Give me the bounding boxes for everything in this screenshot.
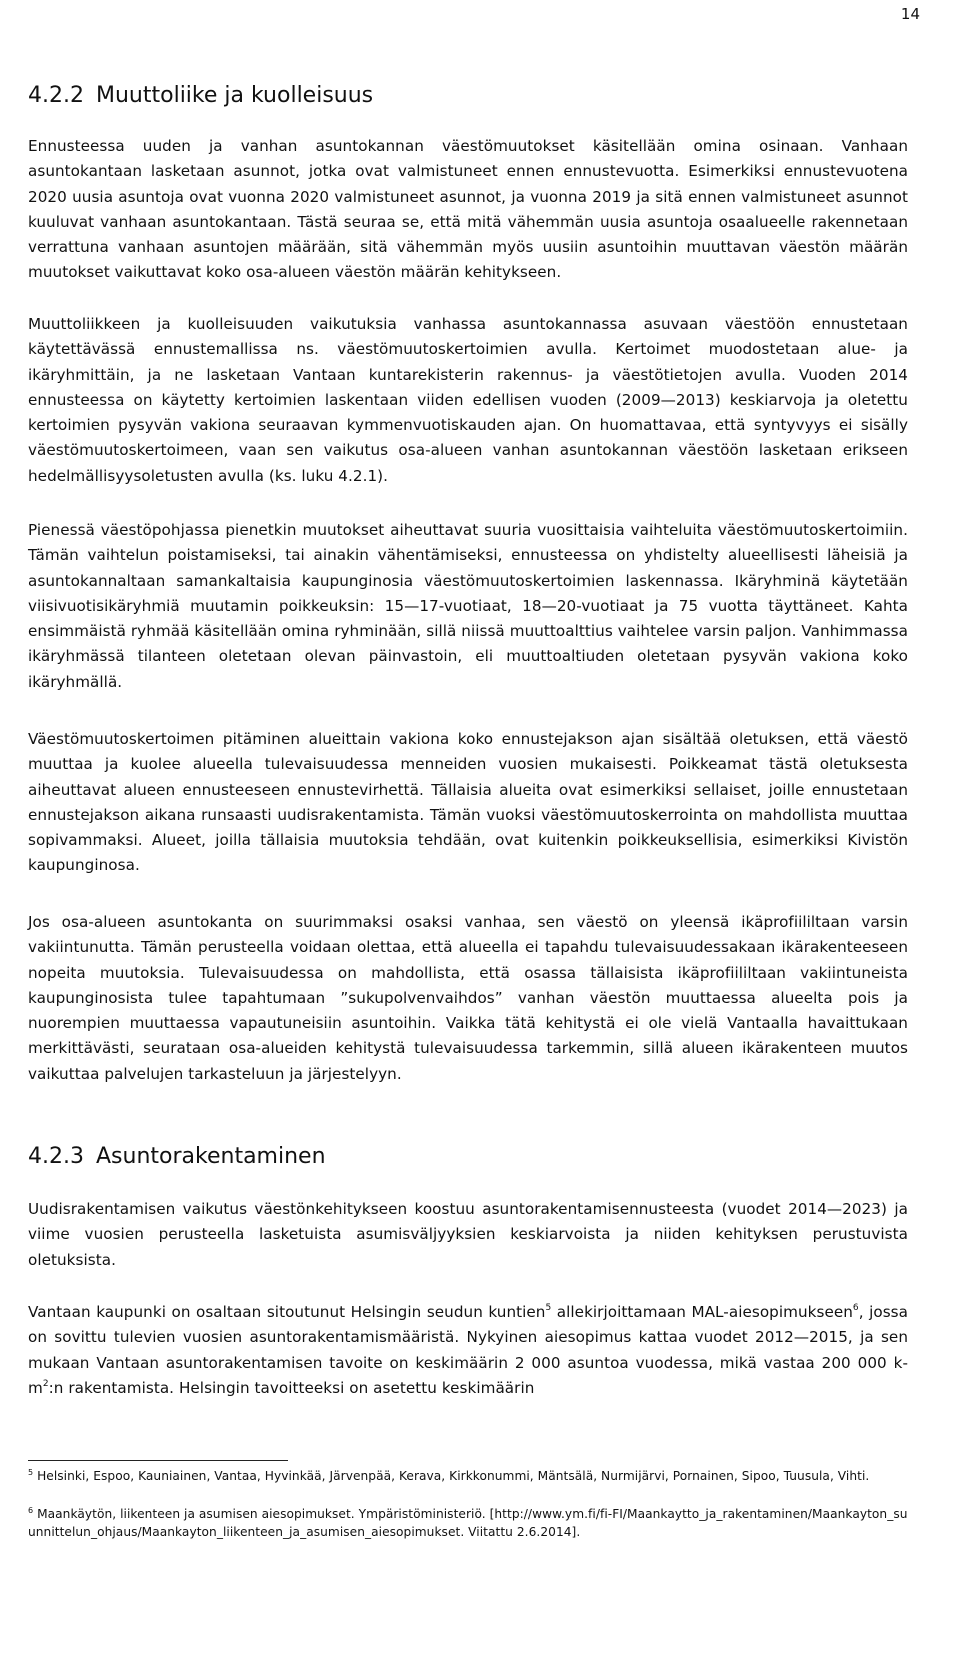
footnote-6: $^6$ Maankäytön, liikenteen ja asumisen aiesopimukset. Ympäristöministeriö. [http://www.ym.fi/fi-FI/Maankaytto_ja_rakentaminen/Maankayton_suunnittelun_ohjaus/Maankayton_liikenteen_ja_asumisen_aiesopimukset. Viitattu 2.6.2014]. xyxy=(28,1506,908,1539)
superscript-2: 2 xyxy=(42,1378,49,1389)
footnote-5: $^5$ Helsinki, Espoo, Kauniainen, Vantaa, Hyvinkää, Järvenpää, Kerava, Kirkkonummi, Mäntsälä, Nurmijärvi, Pornainen, Sipoo, Tuusula, Vihti. xyxy=(28,1468,870,1483)
footnote-mark: 6 xyxy=(28,1506,34,1515)
paragraph: Muuttoliikkeen ja kuolleisuuden vaikutuksia vanhassa asuntokannassa asuvaan väestöön ennustetaan käytettävässä ennustemallissa ns. väestömuutoskertoimien avulla. Kertoimet muodostetaan alue- ja ikäryhmittäin, ja ne lasketaan Vantaan kuntarekisterin rakennus- ja väestötietojen avulla. Vuoden 2014 ennusteessa on käytetty kertoimien laskentaan viiden edellisen vuoden (2009—2013) keskiarvoja ja oletettu kertoimien pysyvän vakiona seuraavan kymmenvuotiskauden ajan. On huomattavaa, että syntyvyys ei sisälly väestömuutoskertoimeen, vaan sen vaikutus osa-alueen vanhan asuntokannan väestöön lasketaan erikseen hedelmällisyysoletusten avulla (ks. luku 4.2.1). xyxy=(28,315,908,485)
footnote-ref-5[interactable]: 5 xyxy=(545,1303,552,1313)
paragraph: Pienessä väestöpohjassa pienetkin muutokset aiheuttavat suuria vuosittaisia vaihteluita väestömuutoskertoimiin. Tämän vaihtelun poistamiseksi, tai ainakin vähentämiseksi, ennusteessa on yhdistelty alueellisesti läheisiä ja asuntokannaltaan samankaltaisia kaupunginosia väestömuutoskertoimien laskennassa. Ikäryhminä käytetään viisivuotisikäryhmiä muutamin poikkeuksin: 15—17-vuotiaat, 18—20-vuotiaat ja 75 vuotta täyttäneet. Kahta ensimmäistä ryhmää käsitellään omina ryhminään, sillä niissä muuttoalttius vaihtelee varsin paljon. Vanhimmassa ikäryhmässä tilanteen oletetaan olevan päinvastoin, eli muuttoaltiuden oletetaan pysyvän vakiona koko ikäryhmällä. xyxy=(28,521,908,691)
paragraph-with-footnote-refs: Vantaan kaupunki on osaltaan sitoutunut Helsingin seudun kuntien$^5$ allekirjoittamaan MAL-aiesopimukseen$^6$, jossa on sovittu tulevien vuosien asuntorakentamismääristä. Nykyinen aiesopimus kattaa vuodet 2012—2015, ja sen mukaan Vantaan asuntorakentamisen tavoite on keskimäärin 2 000 asuntoa vuodessa, mikä vastaa 200 000 $k-m^2:n$ rakentamista. Helsingin tavoitteeksi on asetettu keskimäärin xyxy=(28,1303,908,1397)
paragraph: Väestömuutoskertoimen pitäminen alueittain vakiona koko ennustejakson ajan sisältää oletuksen, että väestö muuttaa ja kuolee alueella tulevaisuudessa menneiden vuosien mukaisesti. Poikkeamat tästä oletuksesta aiheuttavat alueen ennusteeseen ennustevirhettä. Tällaisia alueita ovat esimerkiksi sellaiset, joille ennustetaan ennustejakson aikana runsaasti uudisrakentamista. Tämän vuoksi väestömuutoskerrointa on mahdollista muuttaa sopivammaksi. Alueet, joilla tällaisia muutoksia tehdään, ovat kuitenkin poikkeuksellisia, esimerkiksi Kivistön kaupunginosa. xyxy=(28,730,908,875)
footnote-ref-6[interactable]: 6 xyxy=(852,1303,859,1313)
section-number: 4.2.2 xyxy=(28,83,84,108)
section-heading-4-2-3 xyxy=(28,1143,326,1171)
section-number: 4.2.3 xyxy=(28,1144,84,1169)
section-title: Asuntorakentaminen xyxy=(96,1144,326,1169)
section-title: Muuttoliike ja kuolleisuus xyxy=(96,83,374,108)
paragraph: Jos osa-alueen asuntokanta on suurimmaksi osaksi vanhaa, sen väestö on yleensä ikäprofiililtaan varsin vakiintunutta. Tämän perusteella voidaan olettaa, että alueella ei tapahdu tulevaisuudessakaan ikärakenteeseen nopeita muutoksia. Tulevaisuudessa on mahdollista, että osassa tällaisista ikäprofiililtaan vakiintuneista kaupunginosista tulee tapahtumaan ”sukupolvenvaihdos” vanhan väestön muuttaessa alueelta pois ja nuorempien muuttaessa vapautuneisiin asuntoihin. Vaikka tätä kehitystä ei ole vielä Vantaalla havaittukaan merkittävästi, seurataan osa-alueiden kehitystä tulevaisuudessa tarkemmin, sillä alueen ikärakenteen muutos vaikuttaa palvelujen tarkasteluun ja järjestelyyn. xyxy=(28,913,908,1083)
paragraph: Uudisrakentamisen vaikutus väestönkehitykseen koostuu asuntorakentamisennusteesta (vuodet 2014—2023) ja viime vuosien perusteella lasketuista asumisväljyyksien keskiarvoista ja niiden kehityksen perustuvista oletuksista. xyxy=(28,1200,908,1269)
section-heading-4-2-2 xyxy=(28,82,373,110)
page-number: 14 xyxy=(900,5,920,23)
paragraph: Ennusteessa uuden ja vanhan asuntokannan väestömuutokset käsitellään omina osinaan. Vanhaan asuntokantaan lasketaan asunnot, jotka ovat valmistuneet ennen ennustevuotta. Esimerkiksi ennustevuotena 2020 uusia asuntoja ovat vuonna 2020 valmistuneet asunnot, ja vuonna 2019 ja sitä ennen valmistuneet asunnot kuuluvat vanhaan asuntokantaan. Tästä seuraa se, että mitä vähemmän uusia asuntoja osaalueelle rakennetaan verrattuna vanhaan asuntojen määrään, sitä vähemmän myös uusiin asuntoihin muuttavan väestön määrän muutokset vaikuttavat koko osa-alueen väestön määrän kehitykseen. xyxy=(28,137,908,282)
footnote-mark: 5 xyxy=(28,1468,34,1477)
footnote-divider xyxy=(28,1460,288,1461)
